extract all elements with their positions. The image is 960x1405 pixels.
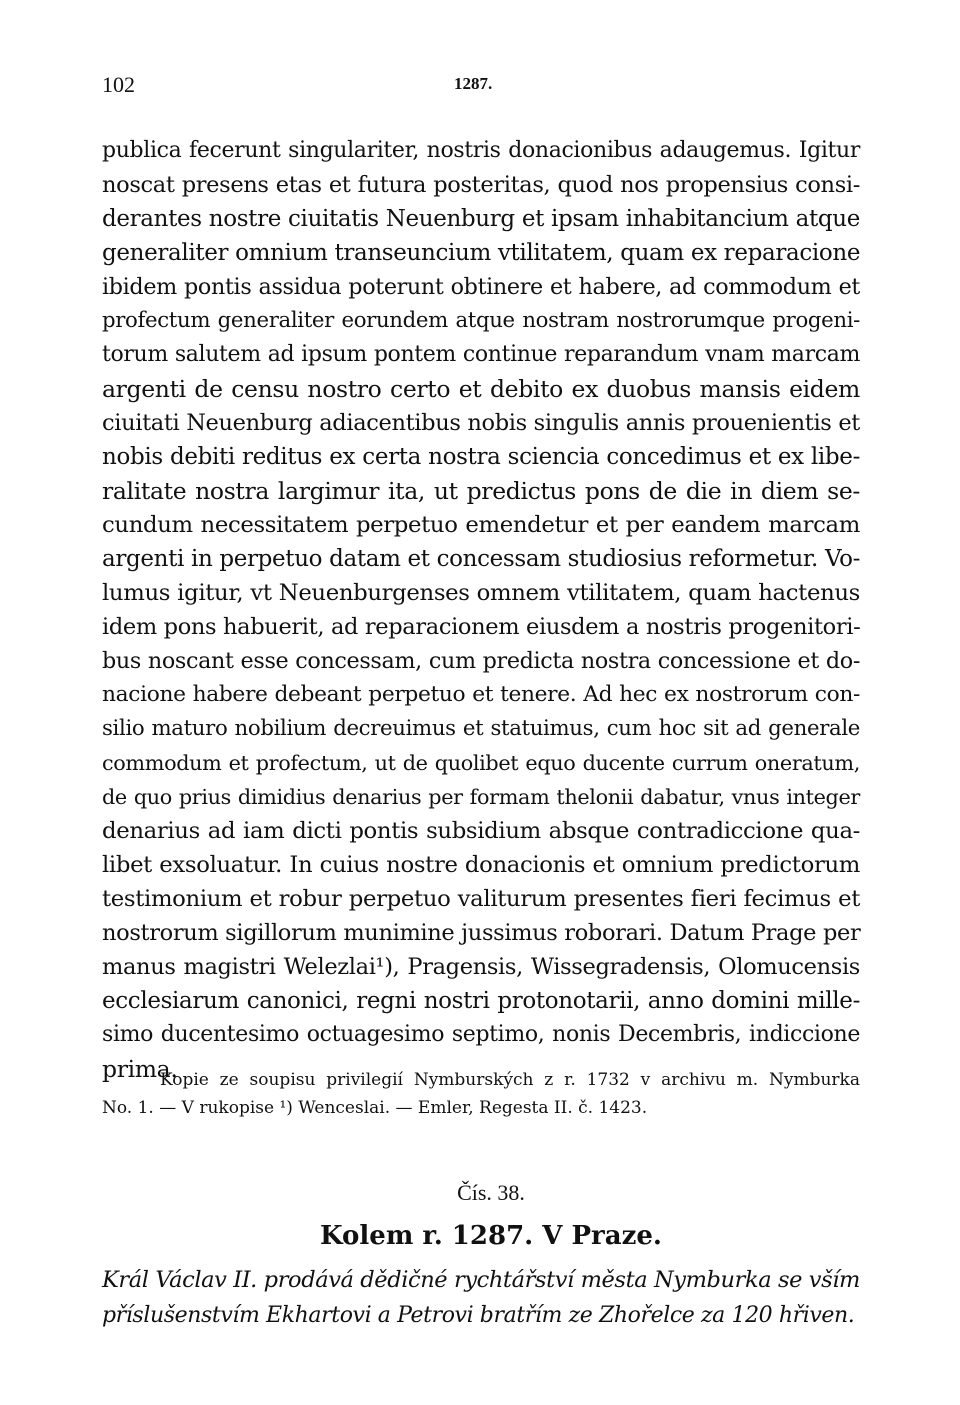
text-line: denarius ad iam dicti pontis subsidium absque contradiccione qua- <box>102 818 860 844</box>
text-line: ralitate nostra largimur ita, ut predictus pons de die in diem se- <box>102 477 860 505</box>
text-line: nostrorum sigillorum munimine jussimus roborari. Datum Prage per <box>102 920 861 946</box>
text-line: testimonium et robur perpetuo valiturum presentes fieri fecimus et <box>102 886 860 912</box>
text-line: bus noscant esse concessam, cum predicta nostra concessione et do- <box>102 648 860 674</box>
text-line: commodum et profectum, ut de quolibet equo ducente currum oneratum, <box>102 751 860 775</box>
text-line: simo ducentesimo octuagesimo septimo, nonis Decembris, indiccione <box>102 1022 860 1047</box>
text-line: manus magistri Welezlai¹), Pragensis, Wissegradensis, Olomucensis <box>102 954 860 980</box>
text-line: ecclesiarum canonici, regni nostri protonotarii, anno domini mille- <box>102 988 860 1014</box>
running-header-year: 1287. <box>454 74 493 93</box>
note-line: Kopie ze soupisu privilegií Nymburských z r. 1732 v archivu m. Nymburka <box>160 1070 860 1090</box>
text-line: derantes nostre ciuitatis Neuenburg et ipsam inhabitancium atque <box>102 206 860 232</box>
text-line: cundum necessitatem perpetuo emendetur et per eandem marcam <box>102 512 860 538</box>
regest-summary <box>102 1262 860 1334</box>
text-line: idem pons habuerit, ad reparacionem eiusdem a nostris progenitori- <box>102 614 861 640</box>
text-line: nobis debiti reditus ex certa nostra sciencia concedimus et ex libe- <box>102 444 860 470</box>
text-line: argenti de censu nostro certo et debito ex duobus mansis eidem <box>102 375 860 403</box>
text-line: torum salutem ad ipsum pontem continue reparandum vnam marcam <box>102 342 860 367</box>
text-line: nacione habere debeant perpetuo et tenere. Ad hec ex nostrorum con- <box>102 682 860 707</box>
text-line: ciuitati Neuenburg adiacentibus nobis singulis annis prouenientis et <box>102 410 860 436</box>
page-header <box>102 72 860 102</box>
document-number: Čís. 38. <box>457 1180 525 1205</box>
text-line: libet exsoluatur. In cuius nostre donacionis et omnium predictorum <box>102 852 860 878</box>
text-line: de quo prius dimidius denarius per formam thelonii dabatur, vnus integer <box>102 785 860 809</box>
regest-line: Král Václav II. prodává dědičné rychtářství města Nymburka se vším <box>102 1267 860 1293</box>
text-line: publica fecerunt singulariter, nostris donacionibus adaugemus. Igitur <box>102 138 860 163</box>
text-line: prima. <box>102 1055 178 1083</box>
text-line: silio maturo nobilium decreuimus et statuimus, cum hoc sit ad generale <box>102 716 860 741</box>
text-line: noscat presens etas et futura posteritas, quod nos propensius consi- <box>102 172 860 198</box>
text-line: argenti in perpetuo datam et concessam studiosius reformetur. Vo- <box>102 546 861 572</box>
page-number: 102 <box>102 72 135 97</box>
text-line: ibidem pontis assidua poterunt obtinere et habere, ad commodum et <box>102 274 860 300</box>
document-date-place: Kolem r. 1287. V Praze. <box>320 1221 662 1251</box>
source-note <box>102 1066 860 1122</box>
note-line: No. 1. — V rukopise ¹) Wenceslai. — Emler, Regesta II. č. 1423. <box>102 1098 648 1118</box>
regest-line: příslušenstvím Ekhartovi a Petrovi bratřím ze Zhořelce za 120 hřiven. <box>102 1303 855 1328</box>
text-line: lumus igitur, vt Neuenburgenses omnem vtilitatem, quam hactenus <box>102 580 860 606</box>
text-line: generaliter omnium transeuncium vtilitatem, quam ex reparacione <box>102 240 861 266</box>
text-line: profectum generaliter eorundem atque nostram nostrorumque progeni- <box>102 308 860 333</box>
charter-text <box>102 134 860 1086</box>
